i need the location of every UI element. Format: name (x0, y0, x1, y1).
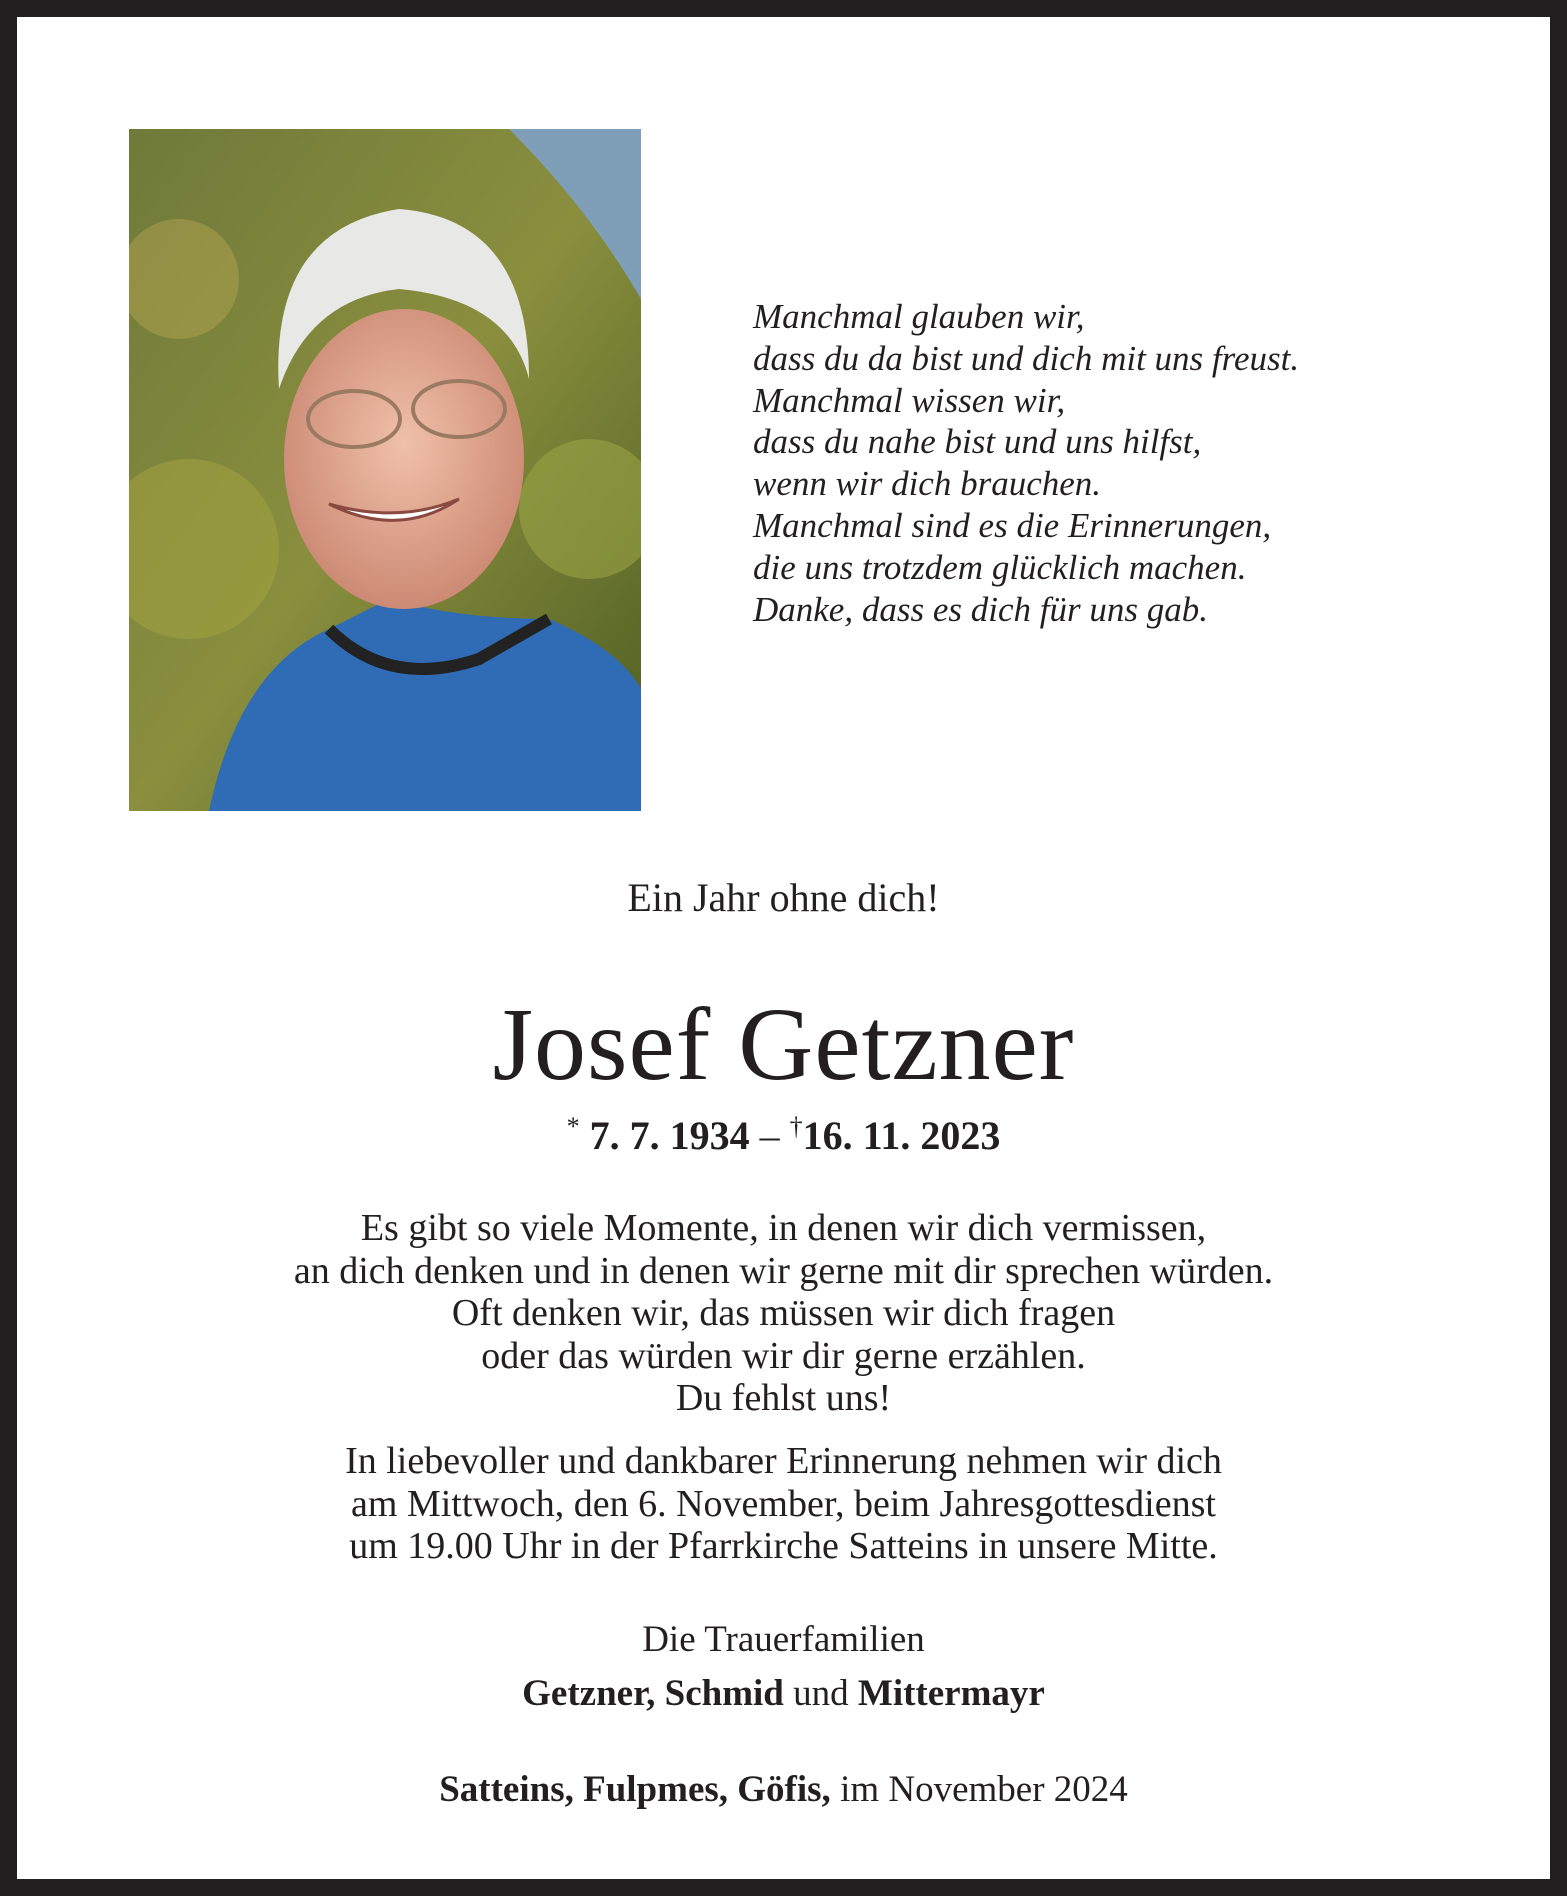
poem-line: dass du da bist und dich mit uns freust. (753, 338, 1300, 378)
text-line: am Mittwoch, den 6. November, beim Jahresgottesdienst (351, 1482, 1216, 1525)
death-date: 16. 11. 2023 (802, 1113, 1001, 1158)
poem-line: Manchmal wissen wir, (753, 380, 1066, 420)
poem-line: dass du nahe bist und uns hilfst, (753, 422, 1202, 462)
birth-date: 7. 7. 1934 (589, 1113, 750, 1158)
poem-line: wenn wir dich brauchen. (753, 464, 1102, 504)
birth-star-icon: * (566, 1112, 580, 1141)
deceased-name: Josef Getzner (492, 987, 1075, 1102)
text-line: In liebevoller und dankbarer Erinnerung nehmen wir dich (345, 1440, 1222, 1482)
text-line: um 19.00 Uhr in der Pfarrkirche Satteins in unsere Mitte. (349, 1525, 1218, 1567)
poem-line: Manchmal glauben wir, (753, 297, 1085, 336)
poem (753, 296, 1299, 630)
death-cross-icon: † (789, 1112, 803, 1141)
towns: Satteins, Fulpmes, Göfis, (439, 1769, 831, 1810)
poem-line: Manchmal sind es die Erinnerungen, (753, 505, 1272, 545)
text-line: Oft denken wir, das müssen wir dich fragen (451, 1292, 1116, 1334)
portrait-photo (129, 129, 641, 811)
place-date (0, 1768, 1567, 1811)
text-line: Es gibt so viele Momente, in denen wir dich vermissen, (360, 1207, 1207, 1249)
date-separator: – (759, 1113, 780, 1158)
service-announcement (0, 1440, 1567, 1568)
text-line: Du fehlst uns! (675, 1377, 892, 1419)
remembrance-text (0, 1207, 1567, 1420)
family-name: Getzner, Schmid (522, 1673, 784, 1714)
conjunction: und (793, 1673, 849, 1714)
poem-line: Danke, dass es dich für uns gab. (753, 589, 1208, 629)
family-names (0, 1672, 1567, 1715)
signature-label: Die Trauerfamilien (642, 1619, 925, 1660)
publish-date: im November 2024 (840, 1769, 1128, 1810)
intro-heading: Ein Jahr ohne dich! (627, 875, 940, 920)
text-line: an dich denken und in denen wir gerne mit dir sprechen würden. (293, 1249, 1274, 1292)
text-line: oder das würden wir dir gerne erzählen. (481, 1334, 1086, 1377)
life-dates (0, 1112, 1567, 1159)
family-name: Mittermayr (857, 1673, 1045, 1714)
poem-line: die uns trotzdem glücklich machen. (753, 547, 1247, 587)
